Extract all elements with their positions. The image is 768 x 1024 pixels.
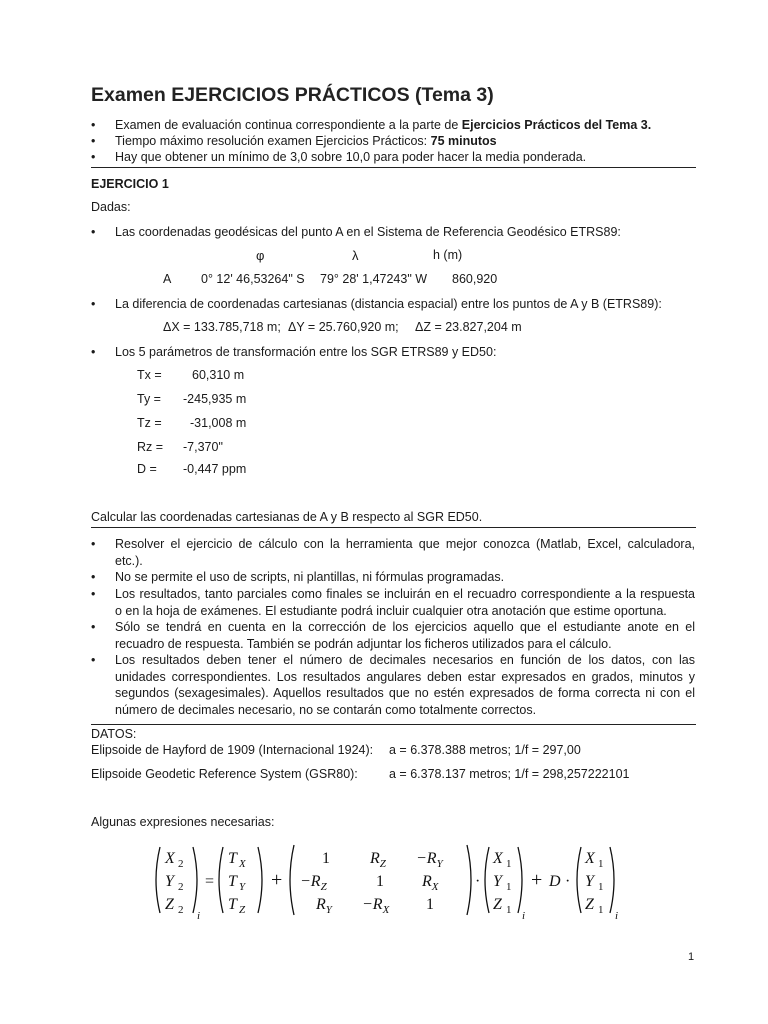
param-value: -31,008 m: [190, 416, 247, 430]
bullet-icon: •: [91, 620, 96, 634]
rhs-y: Y: [493, 873, 502, 890]
intro-text: Examen de evaluación continua correspondiente a la parte de: [115, 118, 462, 132]
delta-y: ΔY = 25.760,920 m;: [288, 320, 399, 334]
col-phi: φ: [256, 248, 265, 263]
lambda-value: 79° 28' 1,47243" W: [320, 272, 428, 286]
rhs-sub: 1: [506, 881, 512, 893]
delta-z: ΔZ = 23.827,204 m: [415, 320, 522, 334]
param-label: Tx =: [137, 368, 162, 382]
params-text: Los 5 parámetros de transformación entre los SGR ETRS89 y ED50:: [115, 345, 497, 359]
bullet-icon: •: [91, 537, 96, 551]
bullet-icon: •: [91, 570, 96, 584]
transformation-formula: [150, 835, 630, 925]
t-x: T: [228, 850, 237, 867]
bullet-icon: •: [91, 587, 96, 601]
rot-21: $-R_Z$: [300, 873, 327, 893]
param-value: -245,935 m: [183, 392, 247, 406]
page-number: 1: [688, 951, 695, 963]
param-label: Ty =: [137, 392, 161, 406]
divider: [91, 724, 696, 725]
datos-heading: DATOS:: [91, 727, 137, 741]
rot-12: $R_Z$: [370, 850, 386, 870]
dot-operator: ·: [475, 873, 481, 890]
grs-value: a = 6.378.137 metros; 1/f = 298,257222101: [389, 767, 630, 781]
hayford-value: a = 6.378.388 metros; 1/f = 297,00: [389, 743, 581, 757]
scale-d: D: [549, 873, 561, 890]
exercise-heading: EJERCICIO 1: [91, 177, 169, 191]
intro-text: Hay que obtener un mínimo de 3,0 sobre 10,0 para poder hacer la media ponderada.: [115, 150, 587, 164]
rhs2-z: Z: [585, 896, 594, 913]
equals-sign: =: [205, 873, 215, 890]
param-value: -7,370": [183, 440, 223, 454]
lhs-sub: 2: [178, 858, 184, 870]
rhs2-x: X: [585, 850, 595, 867]
lhs-z: Z: [165, 896, 174, 913]
rot-31: $R_Y$: [316, 896, 332, 916]
bullet-icon: •: [91, 118, 96, 132]
lhs-x: X: [165, 850, 175, 867]
expresiones-label: Algunas expresiones necesarias:: [91, 815, 275, 829]
param-label: Tz =: [137, 416, 162, 430]
rhs2-sub: 1: [598, 881, 604, 893]
rot-11: 1: [322, 850, 330, 867]
divider: [91, 167, 696, 168]
subscript-i: i: [615, 910, 619, 922]
rhs-sub: 1: [506, 858, 512, 870]
plus-sign: +: [271, 869, 283, 891]
page-title: Examen EJERCICIOS PRÁCTICOS (Tema 3): [91, 84, 494, 106]
rule-item: Los resultados, tanto parciales como finales se incluirán en el recuadro correspondiente a la respuesta o en la hoja de exámenes. El estudiante podrá incluir cualquier otra anotación que estime oportuna.: [115, 587, 695, 618]
intro-bold: 75 minutos: [430, 134, 497, 148]
rot-22: 1: [376, 873, 384, 890]
rhs-z: Z: [493, 896, 502, 913]
plus-sign: +: [531, 869, 543, 891]
rot-32: $-R_X$: [362, 896, 390, 916]
t-sub: Z: [239, 904, 246, 916]
bullet-icon: •: [91, 297, 96, 311]
lhs-sub: 2: [178, 881, 184, 893]
diff-text: La diferencia de coordenadas cartesianas (distancia espacial) entre los puntos de A y B (ETRS89):: [115, 297, 662, 311]
subscript-i: i: [197, 910, 201, 922]
rot-33: 1: [426, 896, 434, 913]
param-label: D =: [137, 462, 157, 476]
bullet-icon: •: [91, 225, 96, 239]
geodetic-text: Las coordenadas geodésicas del punto A en el Sistema de Referencia Geodésico ETRS89:: [115, 225, 621, 239]
rule-item: No se permite el uso de scripts, ni plantillas, ni fórmulas programadas.: [115, 570, 505, 584]
param-value: 60,310 m: [192, 368, 245, 382]
phi-value: 0° 12' 46,53264" S: [201, 272, 305, 286]
col-lambda: λ: [352, 248, 359, 263]
rhs2-sub: 1: [598, 904, 604, 916]
t-y: T: [228, 873, 237, 890]
bullet-icon: •: [91, 150, 96, 164]
dadas-label: Dadas:: [91, 200, 131, 214]
t-z: T: [228, 896, 237, 913]
rhs2-sub: 1: [598, 858, 604, 870]
bullet-icon: •: [91, 653, 96, 667]
t-sub: X: [239, 858, 246, 870]
h-value: 860,920: [452, 272, 498, 286]
calcular-text: Calcular las coordenadas cartesianas de A y B respecto al SGR ED50.: [91, 510, 483, 524]
rot-13: $-R_Y$: [416, 850, 443, 870]
intro-text: Tiempo máximo resolución examen Ejercicios Prácticos:: [115, 134, 431, 148]
rule-item: Resolver el ejercicio de cálculo con la herramienta que mejor conozca (Matlab, Excel, calculadora, etc.).: [115, 537, 695, 568]
param-label: Rz =: [137, 440, 164, 454]
hayford-label: Elipsoide de Hayford de 1909 (Internacional 1924):: [91, 743, 374, 757]
rule-item: Los resultados deben tener el número de decimales necesarios en función de los datos, con las unidades correspondientes. Los resultados angulares deben estar expresados en grados, minutos y segundos (sexagesimales). Aquellos resultados que no estén expresados de forma correcta ni con el número de decimales necesario, no se contarán como totalmente correctos.: [115, 653, 695, 717]
divider: [91, 527, 696, 528]
col-h: h (m): [433, 248, 463, 262]
t-sub: Y: [239, 881, 246, 893]
bullet-icon: •: [91, 345, 96, 359]
rhs-x: X: [493, 850, 503, 867]
rhs-sub: 1: [506, 904, 512, 916]
dot-operator: ·: [565, 873, 571, 890]
bullet-icon: •: [91, 134, 96, 148]
rotation-matrix: [300, 850, 445, 916]
delta-x: ΔX = 133.785,718 m;: [163, 320, 281, 334]
grs-label: Elipsoide Geodetic Reference System (GSR80):: [91, 767, 358, 781]
lhs-y: Y: [165, 873, 174, 890]
rhs2-y: Y: [585, 873, 594, 890]
param-value: -0,447 ppm: [183, 462, 247, 476]
rule-item: Sólo se tendrá en cuenta en la corrección de los ejercicios aquello que el estudiante anote en el recuadro de respuesta. También se podrán adjuntar los ficheros utilizados para el cálculo.: [115, 620, 695, 651]
intro-bold: Ejercicios Prácticos del Tema 3.: [461, 118, 652, 132]
rot-23: $R_X$: [422, 873, 439, 893]
lhs-sub: 2: [178, 904, 184, 916]
point-label: A: [163, 272, 172, 286]
subscript-i: i: [522, 910, 526, 922]
